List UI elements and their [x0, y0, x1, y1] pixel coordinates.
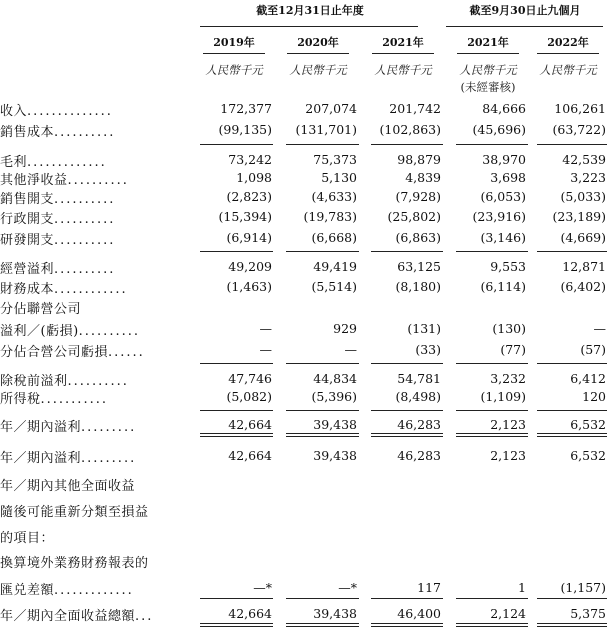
value-cell: (4,633) — [311, 189, 357, 204]
value-cell: 929 — [333, 321, 357, 336]
row-label-text: 隨後可能重新分類至損益 — [0, 505, 149, 520]
row-label — [0, 100, 113, 119]
value-cell: (3,146) — [480, 230, 526, 245]
leader-dots: .......... — [67, 374, 129, 389]
value-cell: (7,928) — [395, 189, 441, 204]
year-rule — [537, 53, 599, 54]
value-cell: (1,109) — [480, 389, 526, 404]
row-label-text: 除稅前溢利 — [0, 374, 68, 389]
value-cell: (15,394) — [218, 209, 272, 224]
value-cell: 172,377 — [220, 101, 272, 116]
value-cell: —* — [338, 580, 357, 595]
row-label-text: 經營溢利 — [0, 262, 55, 277]
subtotal-rule — [200, 410, 273, 411]
value-cell: 54,781 — [397, 371, 441, 386]
subtotal-rule — [537, 598, 607, 599]
value-cell: (57) — [580, 342, 606, 357]
row-label — [0, 447, 136, 466]
value-cell: 1,098 — [236, 170, 272, 185]
year-header: 2021年 — [382, 36, 424, 49]
value-cell: 3,223 — [570, 170, 606, 185]
row-label-text: 匯兑差額 — [0, 583, 55, 598]
row-label — [0, 258, 115, 277]
value-cell: (6,053) — [480, 189, 526, 204]
leader-dots: ...... — [108, 345, 145, 360]
row-label-text: 所得稅 — [0, 392, 41, 407]
leader-dots: .......... — [54, 212, 116, 227]
row-label-text: 收入 — [0, 104, 28, 119]
total-double-rule — [371, 433, 443, 437]
value-cell: (5,514) — [311, 279, 357, 294]
total-double-rule — [537, 433, 607, 437]
leader-dots: ... — [135, 609, 154, 624]
row-label — [0, 169, 129, 188]
value-cell: 117 — [417, 580, 441, 595]
value-cell: 120 — [582, 389, 606, 404]
subtotal-rule — [456, 598, 528, 599]
value-cell: 63,125 — [397, 259, 441, 274]
leader-dots: ......... — [81, 420, 137, 435]
value-cell: (8,180) — [395, 279, 441, 294]
subtotal-rule — [200, 363, 273, 364]
value-cell: 84,666 — [482, 101, 526, 116]
value-cell: 46,400 — [397, 606, 441, 621]
row-label — [0, 320, 140, 339]
row-label — [0, 370, 129, 389]
value-cell: — — [593, 321, 606, 336]
leader-dots: .......... — [78, 324, 140, 339]
value-cell: — — [259, 321, 272, 336]
value-cell: 46,283 — [397, 448, 441, 463]
header-group-year-ended: 截至12月31日止年度 — [256, 4, 364, 17]
subtotal-rule — [200, 251, 273, 252]
row-label-text: 年／期內其他全面收益 — [0, 479, 136, 494]
row-label — [0, 229, 115, 248]
row-label — [0, 475, 135, 494]
value-cell: (6,402) — [560, 279, 606, 294]
row-label — [0, 298, 81, 317]
leader-dots: ........... — [40, 392, 108, 407]
value-cell: 42,664 — [228, 606, 272, 621]
value-cell: 6,412 — [570, 371, 606, 386]
value-cell: (4,669) — [560, 230, 606, 245]
value-cell: 6,532 — [570, 448, 606, 463]
header-group-rule — [200, 26, 418, 27]
subtotal-rule — [371, 598, 443, 599]
row-label — [0, 527, 54, 546]
subtotal-rule — [371, 410, 443, 411]
unit-label: 人民幣千元 — [539, 63, 597, 77]
value-cell: (25,802) — [387, 209, 441, 224]
subtotal-rule — [286, 598, 359, 599]
value-cell: 73,242 — [228, 152, 272, 167]
subtotal-rule — [286, 144, 359, 145]
row-label — [0, 188, 115, 207]
row-label — [0, 341, 145, 360]
subtotal-rule — [456, 363, 528, 364]
total-double-rule — [371, 623, 443, 627]
value-cell: (6,668) — [311, 230, 357, 245]
row-label-text: 財務成本 — [0, 282, 55, 297]
value-cell: (5,033) — [560, 189, 606, 204]
value-cell: (6,914) — [226, 230, 272, 245]
row-label-text: 行政開支 — [0, 212, 55, 227]
value-cell: (131) — [407, 321, 441, 336]
value-cell: 3,232 — [490, 371, 526, 386]
row-label-text: 其他淨收益 — [0, 173, 68, 188]
unit-label: 人民幣千元 — [289, 63, 347, 77]
value-cell: 39,438 — [313, 448, 357, 463]
row-label-text: 年／期內溢利 — [0, 420, 82, 435]
value-cell: 2,123 — [490, 417, 526, 432]
value-cell: 42,539 — [562, 152, 606, 167]
subtotal-rule — [286, 363, 359, 364]
subtotal-rule — [537, 251, 607, 252]
value-cell: (131,701) — [295, 122, 357, 137]
year-rule — [287, 53, 349, 54]
value-cell: (6,863) — [395, 230, 441, 245]
subtotal-rule — [456, 144, 528, 145]
value-cell: 201,742 — [389, 101, 441, 116]
subtotal-rule — [456, 251, 528, 252]
row-label-text: 銷售成本 — [0, 125, 55, 140]
row-label — [0, 416, 136, 435]
value-cell: (63,722) — [552, 122, 606, 137]
value-cell: 2,124 — [490, 606, 526, 621]
leader-dots: ............. — [27, 155, 107, 170]
value-cell: (45,696) — [472, 122, 526, 137]
value-cell: 47,746 — [228, 371, 272, 386]
row-label-text: 分佔合營公司虧損 — [0, 345, 109, 360]
value-cell: (23,916) — [472, 209, 526, 224]
year-rule — [203, 53, 265, 54]
value-cell: (23,189) — [552, 209, 606, 224]
leader-dots: .......... — [54, 262, 116, 277]
total-double-rule — [200, 433, 273, 437]
leader-dots: ............ — [54, 282, 128, 297]
subtotal-rule — [200, 598, 273, 599]
value-cell: (1,463) — [226, 279, 272, 294]
leader-dots: .......... — [67, 173, 129, 188]
year-header: 2022年 — [547, 36, 589, 49]
row-label — [0, 388, 108, 407]
value-cell: 42,664 — [228, 417, 272, 432]
row-label-text: 溢利／(虧損) — [0, 324, 79, 339]
header-group-nine-months: 截至9月30日止九個月 — [469, 4, 581, 17]
unit-label: 人民幣千元 — [205, 63, 263, 77]
value-cell: (99,135) — [218, 122, 272, 137]
row-label-text: 研發開支 — [0, 233, 55, 248]
subtotal-rule — [371, 251, 443, 252]
row-label — [0, 501, 149, 520]
value-cell: 207,074 — [305, 101, 357, 116]
value-cell: (8,498) — [395, 389, 441, 404]
year-header: 2020年 — [297, 36, 339, 49]
value-cell: 5,130 — [321, 170, 357, 185]
row-label-text: 年／期內溢利 — [0, 451, 82, 466]
value-cell: (130) — [492, 321, 526, 336]
value-cell: 12,871 — [562, 259, 606, 274]
value-cell: (19,783) — [303, 209, 357, 224]
value-cell: 75,373 — [313, 152, 357, 167]
value-cell: (1,157) — [560, 580, 606, 595]
leader-dots: .............. — [27, 104, 113, 119]
leader-dots: .......... — [54, 192, 116, 207]
value-cell: (6,114) — [480, 279, 526, 294]
row-label — [0, 552, 149, 571]
leader-dots: .......... — [54, 125, 116, 140]
subtotal-rule — [537, 410, 607, 411]
header-group-rule — [446, 26, 603, 27]
unaudited-note: (未經審核) — [460, 80, 516, 94]
value-cell: (5,082) — [226, 389, 272, 404]
total-double-rule — [456, 623, 528, 627]
value-cell: —* — [253, 580, 272, 595]
year-rule — [372, 53, 434, 54]
value-cell: 49,419 — [313, 259, 357, 274]
value-cell: — — [259, 342, 272, 357]
row-label-text: 換算境外業務財務報表的 — [0, 556, 149, 571]
value-cell: 39,438 — [313, 417, 357, 432]
value-cell: 6,532 — [570, 417, 606, 432]
subtotal-rule — [371, 363, 443, 364]
year-rule — [457, 53, 519, 54]
row-label-text: 年／期內全面收益總額 — [0, 609, 136, 624]
value-cell: 3,698 — [490, 170, 526, 185]
value-cell: 98,879 — [397, 152, 441, 167]
year-header: 2021年 — [467, 36, 509, 49]
total-double-rule — [200, 623, 273, 627]
value-cell: (77) — [500, 342, 526, 357]
value-cell: 44,834 — [313, 371, 357, 386]
row-label-text: 銷售開支 — [0, 192, 55, 207]
subtotal-rule — [371, 144, 443, 145]
row-label — [0, 605, 153, 624]
value-cell: (5,396) — [311, 389, 357, 404]
value-cell: 106,261 — [554, 101, 606, 116]
value-cell: 39,438 — [313, 606, 357, 621]
subtotal-rule — [537, 144, 607, 145]
row-label — [0, 121, 115, 140]
year-header: 2019年 — [213, 36, 255, 49]
subtotal-rule — [456, 410, 528, 411]
value-cell: 42,664 — [228, 448, 272, 463]
subtotal-rule — [200, 144, 273, 145]
row-label — [0, 278, 128, 297]
row-label-text: 毛利 — [0, 155, 28, 170]
value-cell: 9,553 — [490, 259, 526, 274]
value-cell: 49,209 — [228, 259, 272, 274]
value-cell: (2,823) — [226, 189, 272, 204]
subtotal-rule — [537, 363, 607, 364]
total-double-rule — [537, 623, 607, 627]
unit-label: 人民幣千元 — [374, 63, 432, 77]
value-cell: — — [344, 342, 357, 357]
total-double-rule — [456, 433, 528, 437]
value-cell: 5,375 — [570, 606, 606, 621]
row-label — [0, 579, 134, 598]
unit-label: 人民幣千元 — [459, 63, 517, 77]
row-label — [0, 208, 115, 227]
value-cell: 46,283 — [397, 417, 441, 432]
leader-dots: .......... — [54, 233, 116, 248]
value-cell: 1 — [518, 580, 526, 595]
subtotal-rule — [286, 251, 359, 252]
leader-dots: ......... — [81, 451, 137, 466]
row-label — [0, 151, 107, 170]
value-cell: 38,970 — [482, 152, 526, 167]
total-double-rule — [286, 433, 359, 437]
row-label-text: 分佔聯營公司 — [0, 302, 82, 317]
value-cell: 2,123 — [490, 448, 526, 463]
value-cell: (33) — [415, 342, 441, 357]
row-label-text: 的項目： — [0, 531, 55, 546]
leader-dots: ............. — [54, 583, 134, 598]
value-cell: (102,863) — [379, 122, 441, 137]
value-cell: 4,839 — [405, 170, 441, 185]
subtotal-rule — [286, 410, 359, 411]
total-double-rule — [286, 623, 359, 627]
